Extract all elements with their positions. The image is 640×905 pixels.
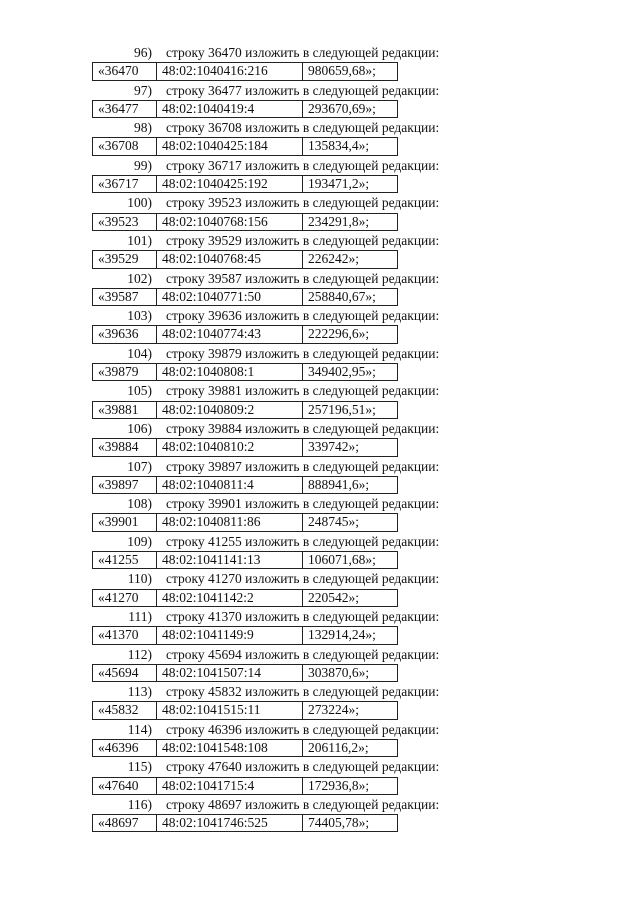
amendment-item — [0, 119, 640, 157]
table-row — [92, 100, 398, 118]
item-number: 113) — [127, 684, 152, 700]
item-number: 96) — [134, 45, 152, 60]
amendment-item — [0, 570, 640, 608]
table-row — [92, 701, 398, 719]
item-number: 114) — [127, 721, 152, 737]
cadastral-number-cell: 48:02:1040768:156 — [157, 214, 303, 230]
table-row — [92, 213, 398, 231]
instruction-text: строку 45694 изложить в следующей редакции: — [166, 646, 440, 662]
row-number-cell: «39523 — [93, 214, 157, 230]
row-number-cell: «36708 — [93, 138, 157, 154]
table-row — [92, 325, 398, 343]
table-row — [92, 288, 398, 306]
amendment-item — [0, 683, 640, 721]
instruction-text: строку 39879 изложить в следующей редакции: — [166, 345, 440, 361]
instruction-text: строку 39897 изложить в следующей редакции: — [166, 458, 440, 474]
instruction-text: строку 39587 изложить в следующей редакции: — [166, 270, 440, 286]
value-cell: 303870,6»; — [308, 664, 370, 680]
value-cell: 172936,8»; — [308, 777, 370, 793]
cadastral-number-cell: 48:02:1041746:525 — [157, 815, 303, 831]
row-number-cell: «39897 — [93, 477, 157, 493]
item-number: 101) — [127, 232, 152, 248]
value-cell: 339742»; — [308, 439, 360, 455]
value-cell: 234291,8»; — [308, 213, 370, 229]
amendment-item — [0, 307, 640, 345]
amendment-instruction — [0, 533, 640, 551]
amendment-item — [0, 232, 640, 270]
value-cell: 888941,6»; — [308, 476, 370, 492]
item-number: 115) — [127, 759, 152, 775]
table-row — [92, 363, 398, 381]
amendment-instruction — [0, 44, 640, 62]
table-row — [92, 814, 398, 832]
amendment-item — [0, 44, 640, 82]
instruction-text: строку 36470 изложить в следующей редакции: — [166, 45, 440, 60]
item-number: 111) — [128, 608, 152, 624]
amendment-item — [0, 608, 640, 646]
row-number-cell: «39879 — [93, 364, 157, 380]
row-number-cell: «36470 — [93, 63, 157, 79]
amendment-instruction — [0, 721, 640, 739]
amendment-instruction — [0, 194, 640, 212]
value-cell: 132914,24»; — [308, 627, 376, 643]
instruction-text: строку 46396 изложить в следующей редакции: — [166, 721, 440, 737]
amendment-item — [0, 458, 640, 496]
value-cell: 220542»; — [308, 589, 360, 605]
table-row — [92, 664, 398, 682]
item-number: 102) — [127, 270, 152, 286]
table-row — [92, 62, 398, 80]
row-number-cell: «39587 — [93, 289, 157, 305]
table-row — [92, 401, 398, 419]
cadastral-number-cell: 48:02:1040808:1 — [157, 364, 303, 380]
cadastral-number-cell: 48:02:1040771:50 — [157, 289, 303, 305]
amendment-item — [0, 758, 640, 796]
amendment-instruction — [0, 608, 640, 626]
cadastral-number-cell: 48:02:1041142:2 — [157, 590, 303, 606]
row-number-cell: «46396 — [93, 740, 157, 756]
instruction-text: строку 39529 изложить в следующей редакции: — [166, 232, 440, 248]
value-cell: 257196,51»; — [308, 401, 376, 417]
instruction-text: строку 36708 изложить в следующей редакции: — [166, 120, 440, 136]
table-row — [92, 739, 398, 757]
row-number-cell: «39636 — [93, 326, 157, 342]
amendment-item — [0, 533, 640, 571]
value-cell: 206116,2»; — [308, 739, 369, 755]
row-number-cell: «39881 — [93, 402, 157, 418]
value-cell: 248745»; — [308, 514, 360, 530]
amendment-item — [0, 495, 640, 533]
value-cell: 135834,4»; — [308, 138, 370, 154]
item-number: 106) — [127, 420, 152, 436]
amendment-instruction — [0, 646, 640, 664]
item-number: 97) — [134, 82, 152, 98]
cadastral-number-cell: 48:02:1040810:2 — [157, 439, 303, 455]
row-number-cell: «39901 — [93, 514, 157, 530]
item-number: 104) — [127, 345, 152, 361]
table-row — [92, 175, 398, 193]
instruction-text: строку 47640 изложить в следующей редакции: — [166, 759, 440, 775]
cadastral-number-cell: 48:02:1041548:108 — [157, 740, 303, 756]
cadastral-number-cell: 48:02:1041715:4 — [157, 778, 303, 794]
item-number: 105) — [127, 383, 152, 399]
document-page — [0, 44, 640, 833]
instruction-text: строку 39884 изложить в следующей редакции: — [166, 420, 440, 436]
amendment-instruction — [0, 495, 640, 513]
item-number: 110) — [127, 571, 152, 587]
amendment-instruction — [0, 119, 640, 137]
amendment-item — [0, 721, 640, 759]
value-cell: 293670,69»; — [308, 100, 376, 116]
table-row — [92, 589, 398, 607]
cadastral-number-cell: 48:02:1040774:43 — [157, 326, 303, 342]
cadastral-number-cell: 48:02:1041141:13 — [157, 552, 303, 568]
item-number: 112) — [127, 646, 152, 662]
instruction-text: строку 41270 изложить в следующей редакции: — [166, 571, 440, 587]
amendment-instruction — [0, 796, 640, 814]
item-number: 109) — [127, 533, 152, 549]
instruction-text: строку 39881 изложить в следующей редакции: — [166, 383, 440, 399]
value-cell: 258840,67»; — [308, 288, 376, 304]
amendment-instruction — [0, 232, 640, 250]
row-number-cell: «36477 — [93, 101, 157, 117]
value-cell: 349402,95»; — [308, 364, 376, 380]
row-number-cell: «47640 — [93, 778, 157, 794]
item-number: 99) — [134, 157, 152, 173]
amendment-instruction — [0, 683, 640, 701]
item-number: 103) — [127, 308, 152, 324]
cadastral-number-cell: 48:02:1040425:192 — [157, 176, 303, 192]
cadastral-number-cell: 48:02:1040425:184 — [157, 138, 303, 154]
amendment-item — [0, 420, 640, 458]
value-cell: 222296,6»; — [308, 326, 370, 342]
amendment-instruction — [0, 307, 640, 325]
amendment-instruction — [0, 758, 640, 776]
cadastral-number-cell: 48:02:1040416:216 — [157, 63, 303, 79]
row-number-cell: «39884 — [93, 439, 157, 455]
amendment-item — [0, 157, 640, 195]
value-cell: 980659,68»; — [308, 63, 376, 79]
instruction-text: строку 41255 изложить в следующей редакции: — [166, 533, 440, 549]
amendment-item — [0, 796, 640, 834]
table-row — [92, 513, 398, 531]
row-number-cell: «45832 — [93, 702, 157, 718]
table-row — [92, 626, 398, 644]
amendment-item — [0, 382, 640, 420]
amendment-item — [0, 82, 640, 120]
table-row — [92, 250, 398, 268]
amendment-instruction — [0, 570, 640, 588]
cadastral-number-cell: 48:02:1040809:2 — [157, 402, 303, 418]
amendment-instruction — [0, 270, 640, 288]
instruction-text: строку 39636 изложить в следующей редакции: — [166, 308, 440, 324]
amendment-instruction — [0, 382, 640, 400]
row-number-cell: «41255 — [93, 552, 157, 568]
amendment-instruction — [0, 345, 640, 363]
row-number-cell: «39529 — [93, 251, 157, 267]
item-number: 116) — [127, 796, 152, 812]
amendment-item — [0, 270, 640, 308]
cadastral-number-cell: 48:02:1040768:45 — [157, 251, 303, 267]
instruction-text: строку 45832 изложить в следующей редакции: — [166, 684, 440, 700]
item-number: 108) — [127, 496, 152, 512]
amendment-instruction — [0, 420, 640, 438]
row-number-cell: «41270 — [93, 590, 157, 606]
instruction-text: строку 39523 изложить в следующей редакции: — [166, 195, 440, 211]
cadastral-number-cell: 48:02:1040811:86 — [157, 514, 303, 530]
instruction-text: строку 36717 изложить в следующей редакции: — [166, 157, 440, 173]
table-row — [92, 551, 398, 569]
item-number: 98) — [134, 120, 152, 136]
table-row — [92, 438, 398, 456]
table-row — [92, 777, 398, 795]
instruction-text: строку 39901 изложить в следующей редакции: — [166, 496, 440, 512]
amendment-item — [0, 345, 640, 383]
amendment-item — [0, 646, 640, 684]
cadastral-number-cell: 48:02:1040811:4 — [157, 477, 303, 493]
cadastral-number-cell: 48:02:1041515:11 — [157, 702, 303, 718]
value-cell: 193471,2»; — [308, 176, 370, 192]
amendment-instruction — [0, 458, 640, 476]
cadastral-number-cell: 48:02:1041149:9 — [157, 627, 303, 643]
value-cell: 273224»; — [308, 702, 360, 718]
value-cell: 106071,68»; — [308, 552, 376, 568]
row-number-cell: «48697 — [93, 815, 157, 831]
value-cell: 226242»; — [308, 251, 360, 267]
instruction-text: строку 36477 изложить в следующей редакции: — [166, 82, 440, 98]
amendment-instruction — [0, 82, 640, 100]
amendment-instruction — [0, 157, 640, 175]
value-cell: 74405,78»; — [308, 815, 370, 831]
cadastral-number-cell: 48:02:1041507:14 — [157, 665, 303, 681]
cadastral-number-cell: 48:02:1040419:4 — [157, 101, 303, 117]
instruction-text: строку 48697 изложить в следующей редакции: — [166, 796, 440, 812]
item-number: 100) — [127, 195, 152, 211]
row-number-cell: «45694 — [93, 665, 157, 681]
item-number: 107) — [127, 458, 152, 474]
table-row — [92, 137, 398, 155]
row-number-cell: «36717 — [93, 176, 157, 192]
instruction-text: строку 41370 изложить в следующей редакции: — [166, 608, 440, 624]
table-row — [92, 476, 398, 494]
row-number-cell: «41370 — [93, 627, 157, 643]
amendment-item — [0, 194, 640, 232]
